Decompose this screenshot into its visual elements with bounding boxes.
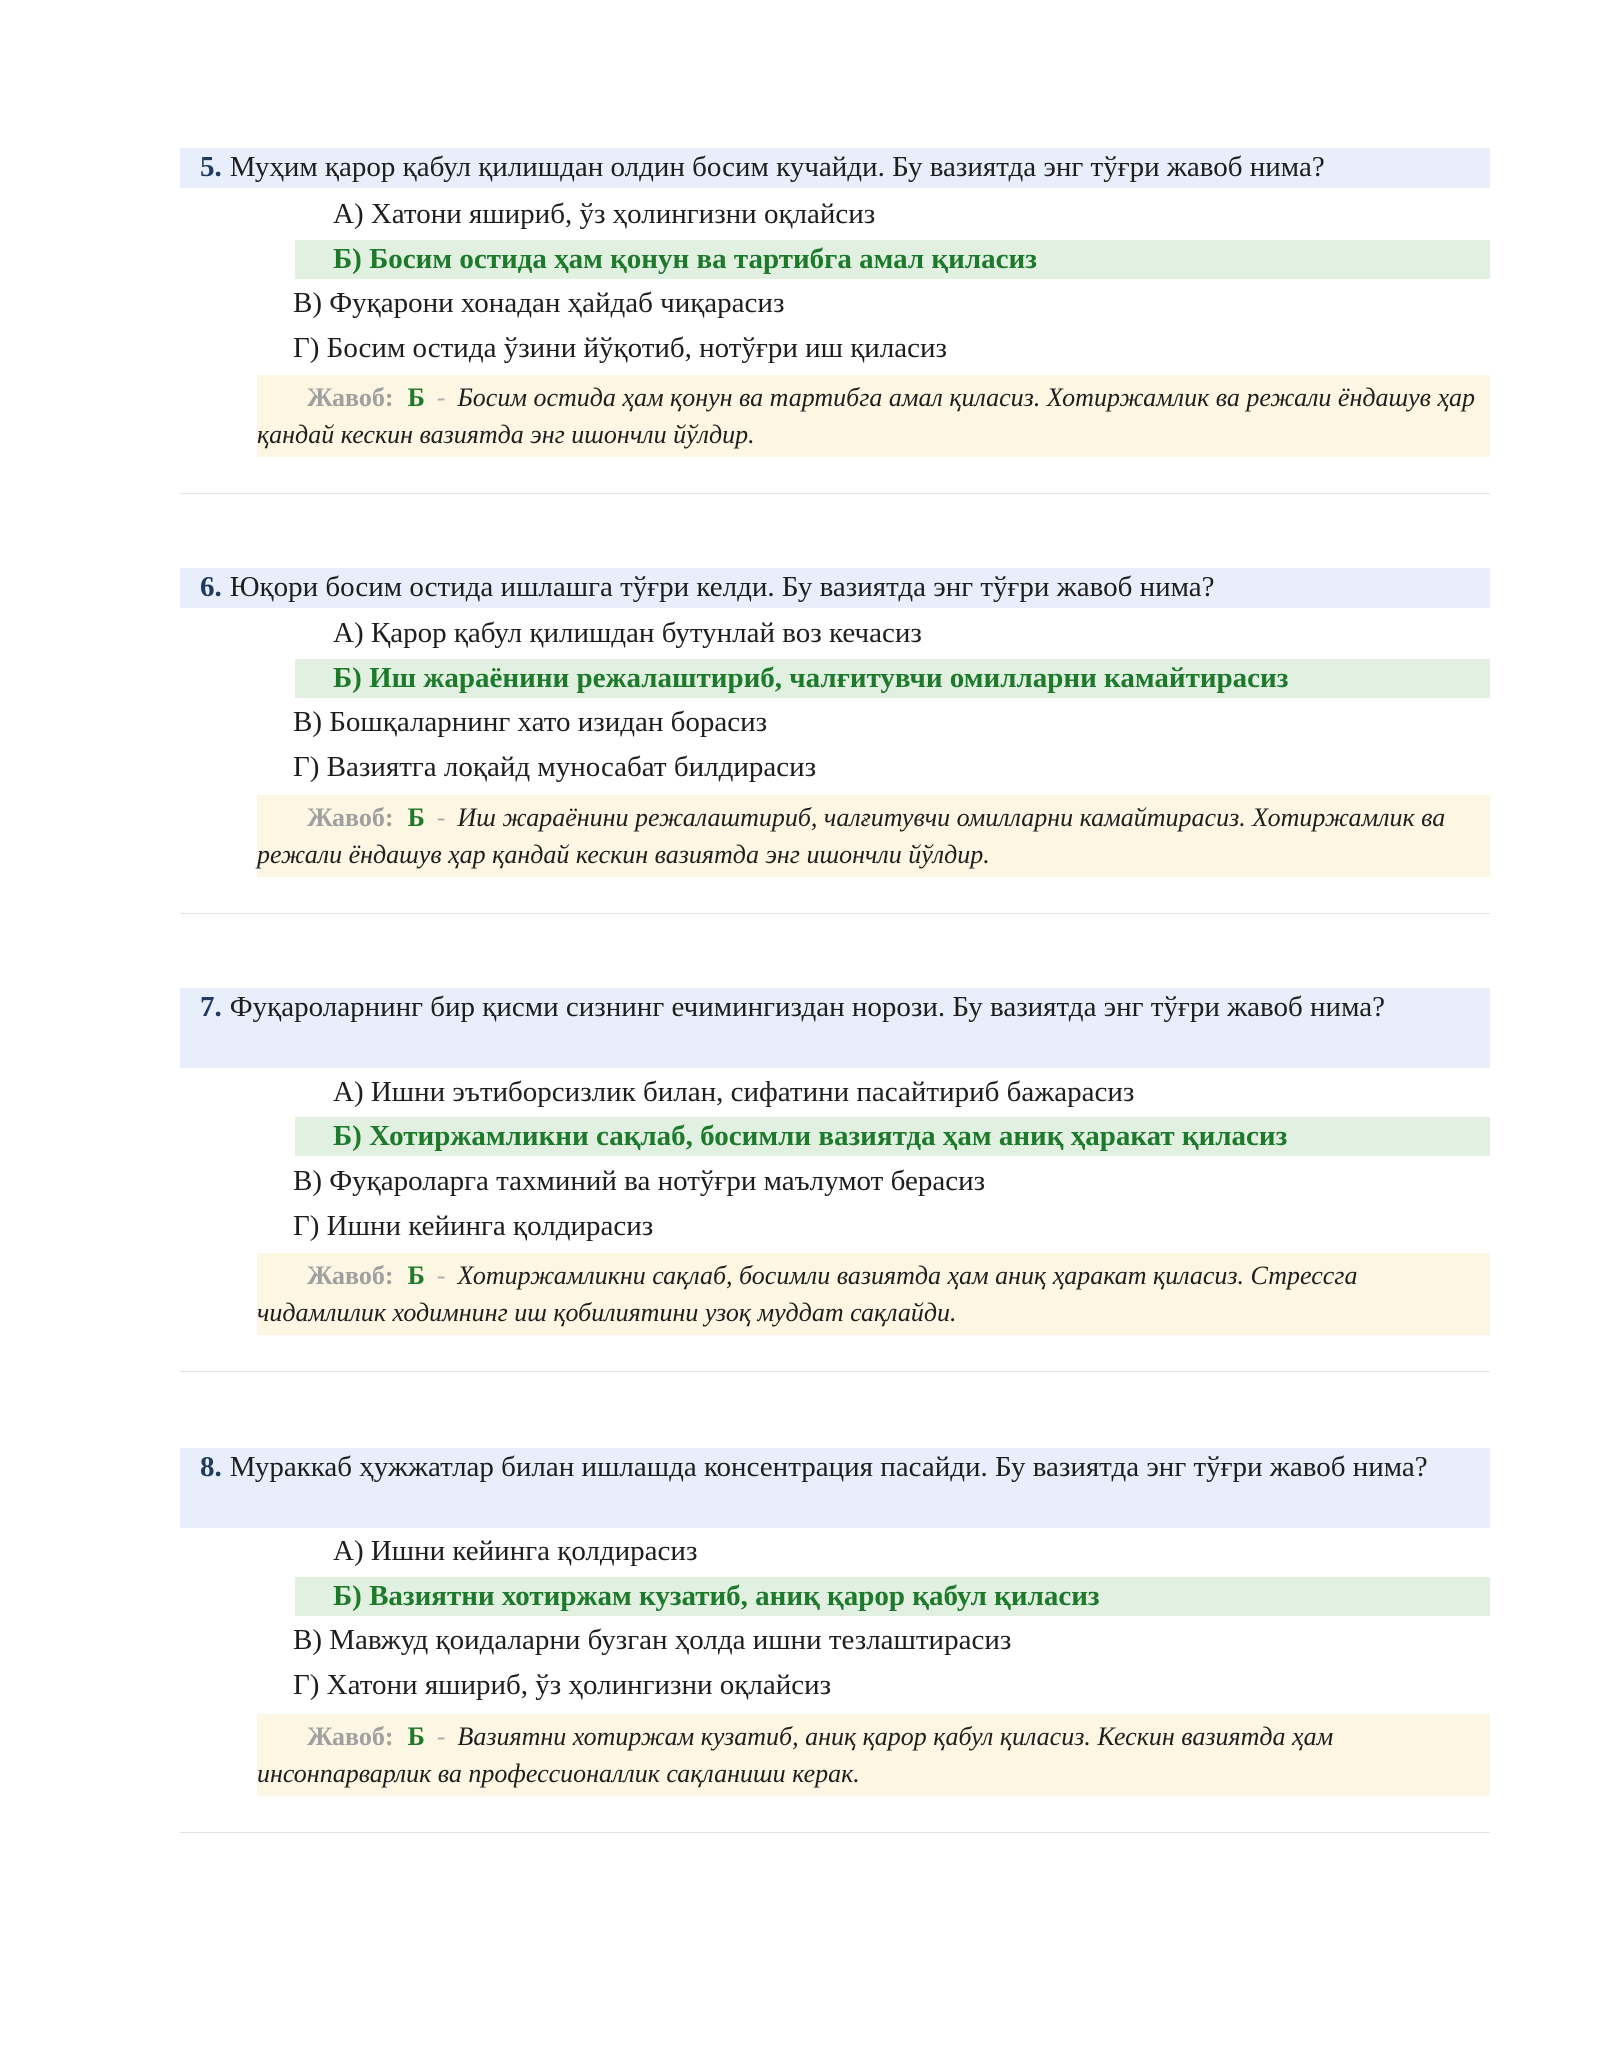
answer-explanation: [257, 375, 1490, 457]
option-d: Г) Босим остида ўзини йўқотиб, нотўғри иш қиласиз: [293, 332, 948, 364]
question-number: 6.: [200, 571, 222, 603]
option-a: А) Қарор қабул қилишдан бутунлай воз кечасиз: [333, 617, 922, 649]
answer-dash: -: [436, 1722, 446, 1751]
answer-text: Босим остида ҳам қонун ва тартибга амал қиласиз. Хотиржамлик ва режали ёндашув ҳар қандай кескин вазиятда энг ишончли йўлдир.: [257, 383, 1476, 449]
question-header: [180, 148, 1490, 188]
option-b-correct: Б) Босим остида ҳам қонун ва тартибга амал қиласиз: [295, 240, 1490, 279]
question-header: [180, 1448, 1490, 1528]
answer-text: Иш жараёнини режалаштириб, чалғитувчи омилларни камайтирасиз. Хотиржамлик ва режали ёндашув ҳар қандай кескин вазиятда энг ишончли йўлдир.: [257, 803, 1446, 869]
answer-label: Жавоб:: [307, 803, 394, 832]
question-text: Муҳим қарор қабул қилишдан олдин босим кучайди. Бу вазиятда энг тўғри жавоб нима?: [229, 151, 1325, 183]
option-d: Г) Вазиятга лоқайд муносабат билдирасиз: [293, 751, 817, 783]
divider: [180, 913, 1490, 914]
answer-letter: Б: [407, 1722, 425, 1751]
answer-text: Вазиятни хотиржам кузатиб, аниқ қарор қабул қиласиз. Кескин вазиятда ҳам инсонпарварлик ва профессионаллик сақланиши керак.: [257, 1722, 1334, 1788]
divider: [180, 1832, 1490, 1833]
answer-dash: -: [436, 1261, 446, 1290]
question-number: 5.: [200, 151, 222, 183]
option-b-correct: Б) Хотиржамликни сақлаб, босимли вазиятда ҳам аниқ ҳаракат қиласиз: [295, 1117, 1490, 1156]
divider: [180, 493, 1490, 494]
answer-letter: Б: [407, 803, 425, 832]
option-c: В) Фуқароларга тахминий ва нотўғри маълумот берасиз: [293, 1165, 986, 1197]
divider: [180, 1371, 1490, 1372]
answer-letter: Б: [407, 1261, 425, 1290]
option-a: А) Ишни кейинга қолдирасиз: [333, 1535, 698, 1567]
answer-text: Хотиржамликни сақлаб, босимли вазиятда ҳам аниқ ҳаракат қиласиз. Стрессга чидамлилик ходимнинг иш қобилиятини узоқ муддат сақлайди.: [257, 1261, 1358, 1327]
question-text: Мураккаб ҳужжатлар билан ишлашда консентрация пасайди. Бу вазиятда энг тўғри жавоб нима?: [229, 1451, 1428, 1483]
answer-dash: -: [436, 383, 446, 412]
answer-letter: Б: [407, 383, 425, 412]
question-text: Юқори босим остида ишлашга тўғри келди. Бу вазиятда энг тўғри жавоб нима?: [229, 571, 1215, 603]
option-d: Г) Ишни кейинга қолдирасиз: [293, 1210, 654, 1242]
option-d: Г) Хатони яшириб, ўз ҳолингизни оқлайсиз: [293, 1669, 832, 1701]
option-b-correct: Б) Вазиятни хотиржам кузатиб, аниқ қарор қабул қиласиз: [295, 1577, 1490, 1616]
option-a: А) Хатони яшириб, ўз ҳолингизни оқлайсиз: [333, 198, 876, 230]
question-header: [180, 988, 1490, 1068]
question-header: [180, 568, 1490, 608]
option-c: В) Фуқарони хонадан ҳайдаб чиқарасиз: [293, 287, 785, 319]
answer-dash: -: [436, 803, 446, 832]
question-number: 8.: [200, 1451, 222, 1483]
option-c: В) Мавжуд қоидаларни бузган ҳолда ишни тезлаштирасиз: [293, 1624, 1012, 1656]
option-b-correct: Б) Иш жараёнини режалаштириб, чалғитувчи омилларни камайтирасиз: [295, 659, 1490, 698]
answer-label: Жавоб:: [307, 1722, 394, 1751]
answer-label: Жавоб:: [307, 1261, 394, 1290]
question-number: 7.: [200, 991, 222, 1023]
option-a: А) Ишни эътиборсизлик билан, сифатини пасайтириб бажарасиз: [333, 1076, 1135, 1108]
option-c: В) Бошқаларнинг хато изидан борасиз: [293, 706, 768, 738]
question-text: Фуқароларнинг бир қисми сизнинг ечимингиздан норози. Бу вазиятда энг тўғри жавоб нима?: [229, 991, 1385, 1023]
answer-label: Жавоб:: [307, 383, 394, 412]
answer-explanation: [257, 1714, 1490, 1796]
answer-explanation: [257, 1253, 1490, 1335]
answer-explanation: [257, 795, 1490, 877]
